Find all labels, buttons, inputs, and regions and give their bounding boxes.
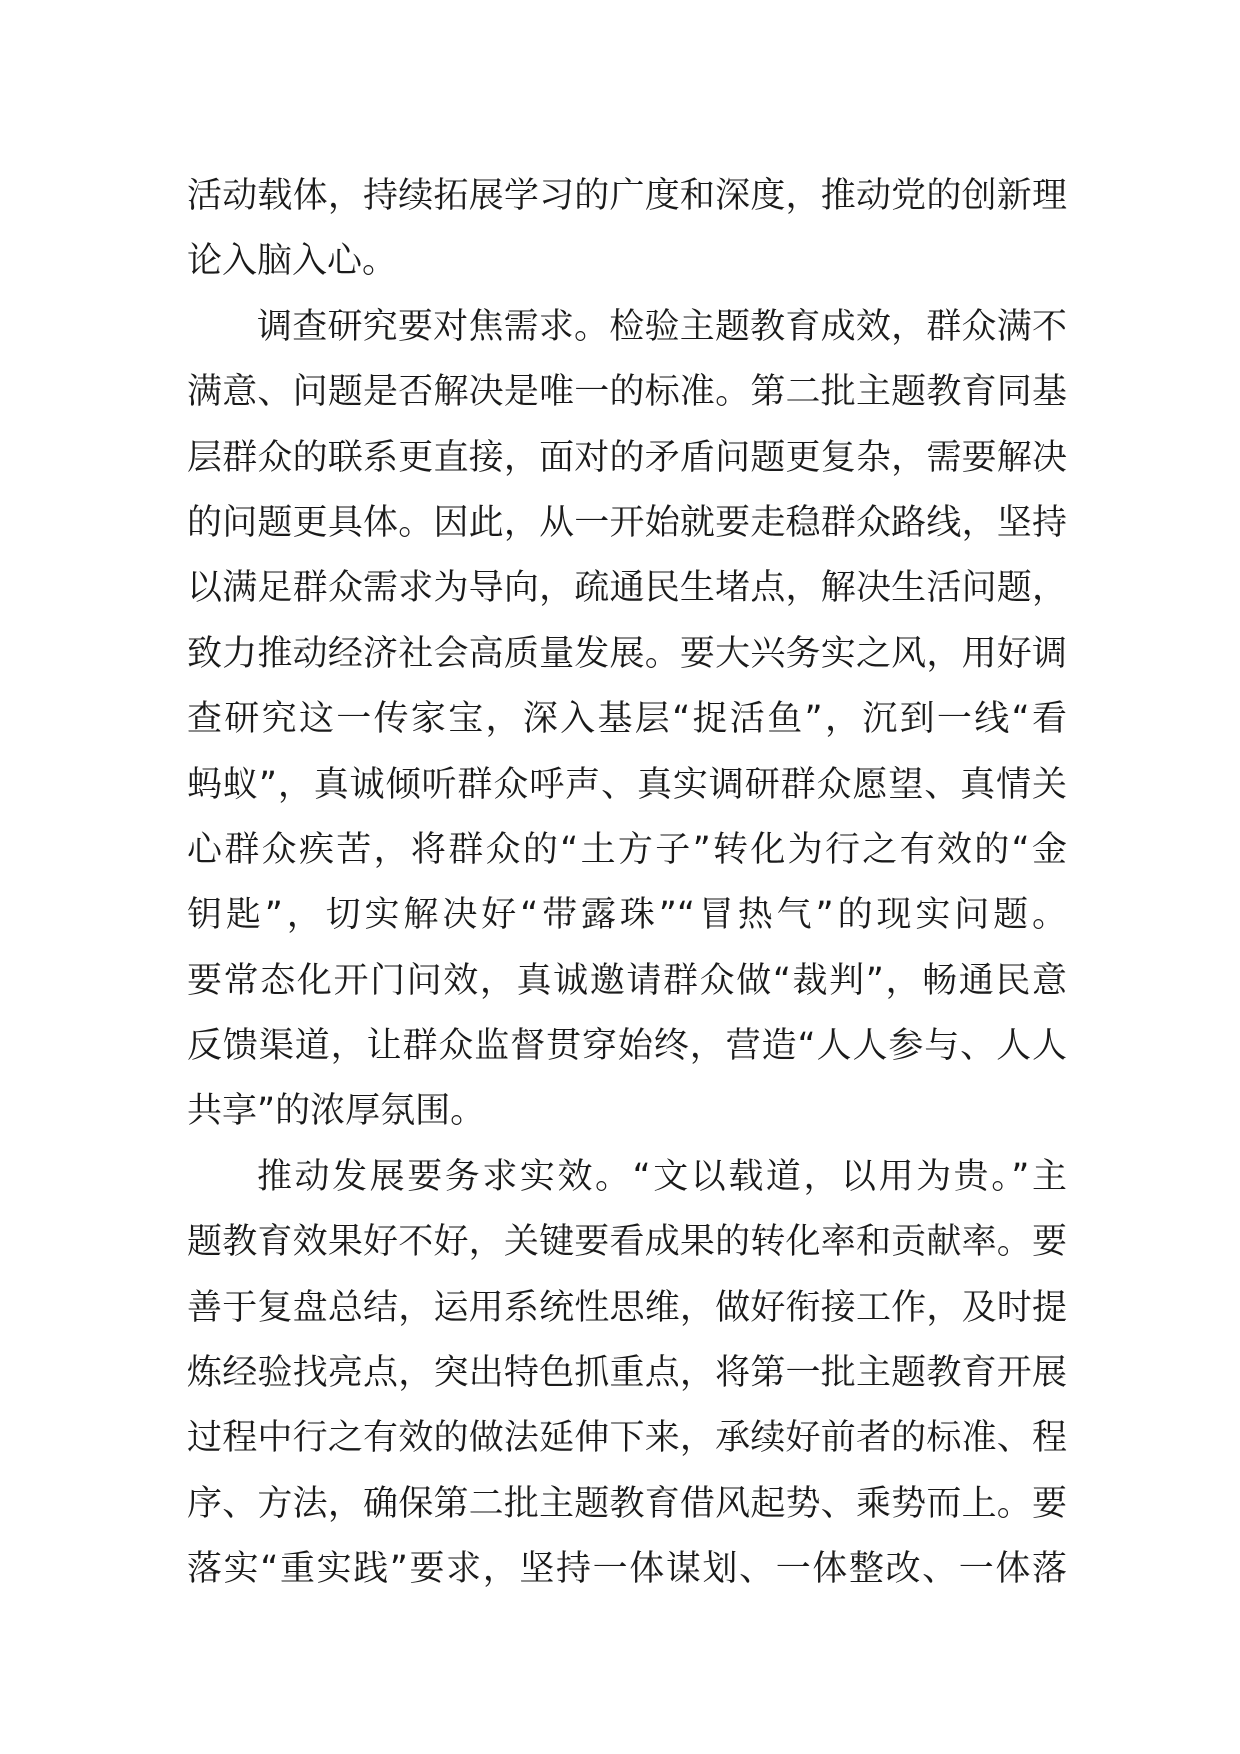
text-line: 致力推动经济社会高质量发展。要大兴务实之风，用好调 [187,633,1067,674]
text-line: 的问题更具体。因此，从一开始就要走稳群众路线，坚持 [187,502,1067,543]
text-line: 论入脑入心。 [187,241,398,282]
text-line: 炼经验找亮点，突出特色抓重点，将第一批主题教育开展 [187,1353,1067,1394]
text-line: 序、方法，确保第二批主题教育借风起势、乘势而上。要 [187,1483,1067,1524]
text-line: 查研究这一传家宝，深入基层“捉活鱼”，沉到一线“看 [187,699,1067,740]
text-line: 钥匙”，切实解决好“带露珠”“冒热气”的现实问题。 [187,895,1067,936]
text-line: 题教育效果好不好，关键要看成果的转化率和贡献率。要 [187,1222,1067,1263]
text-line: 蚂蚁”，真诚倾听群众呼声、真实调研群众愿望、真情关 [187,764,1067,805]
text-line: 反馈渠道，让群众监督贯穿始终，营造“人人参与、人人 [187,1026,1067,1067]
text-line: 以满足群众需求为导向，疏通民生堵点，解决生活问题， [187,568,1067,609]
text-line: 共享”的浓厚氛围。 [187,1091,486,1132]
text-line: 善于复盘总结，运用系统性思维，做好衔接工作，及时提 [187,1287,1067,1328]
text-line: 满意、问题是否解决是唯一的标准。第二批主题教育同基 [187,372,1067,413]
text-line: 落实“重实践”要求，坚持一体谋划、一体整改、一体落 [187,1549,1067,1590]
body-text [187,164,1067,1603]
text-line: 层群众的联系更直接，面对的矛盾问题更复杂，需要解决 [187,437,1067,478]
text-line: 活动载体，持续拓展学习的广度和深度，推动党的创新理 [187,176,1067,216]
paragraph-start-line: 调查研究要对焦需求。检验主题教育成效，群众满不 [257,306,1067,347]
paragraph-start-line: 推动发展要务求实效。“文以载道，以用为贵。”主 [257,1156,1067,1197]
text-line: 心群众疾苦，将群众的“土方子”转化为行之有效的“金 [187,829,1067,870]
text-line: 过程中行之有效的做法延伸下来，承续好前者的标准、程 [187,1418,1067,1459]
text-line: 要常态化开门问效，真诚邀请群众做“裁判”，畅通民意 [187,960,1067,1001]
